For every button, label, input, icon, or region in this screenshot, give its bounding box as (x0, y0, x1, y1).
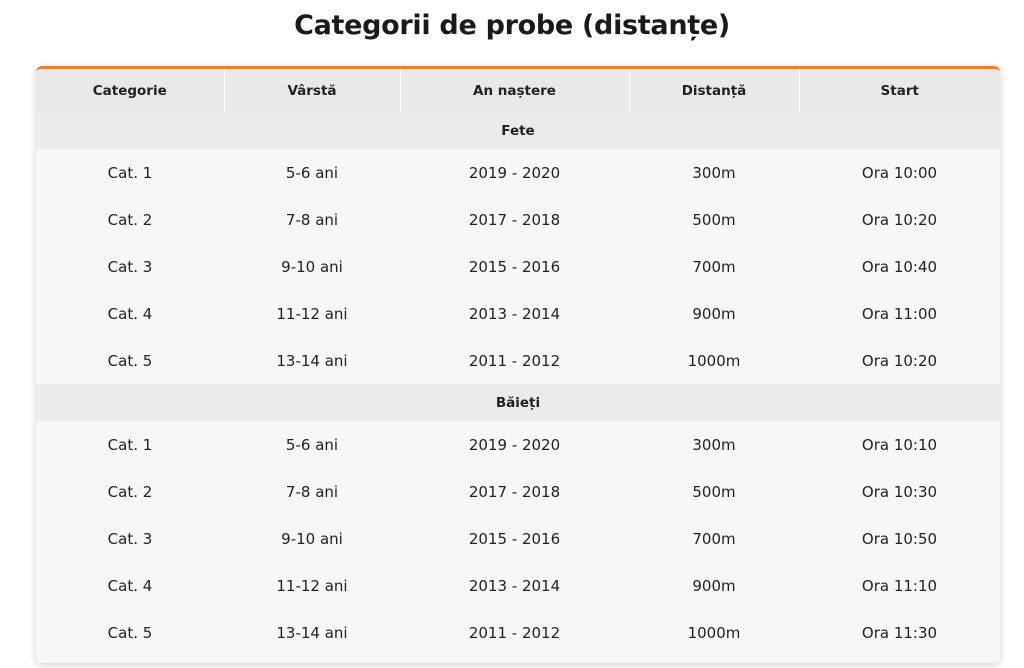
cell-categorie: Cat. 3 (36, 515, 224, 562)
cell-an-nastere: 2017 - 2018 (400, 468, 629, 515)
categories-table (36, 69, 1000, 656)
cell-distanta: 1000m (629, 609, 799, 656)
cell-varsta: 5-6 ani (224, 421, 400, 468)
cell-categorie: Cat. 4 (36, 290, 224, 337)
cell-an-nastere: 2017 - 2018 (400, 196, 629, 243)
table-row (36, 515, 1000, 562)
cell-varsta: 13-14 ani (224, 609, 400, 656)
table-row (36, 149, 1000, 196)
cell-varsta: 13-14 ani (224, 337, 400, 384)
table-row (36, 243, 1000, 290)
cell-categorie: Cat. 1 (36, 149, 224, 196)
group-label: Fete (36, 112, 1000, 149)
cell-start: Ora 10:40 (799, 243, 1000, 290)
cell-distanta: 700m (629, 515, 799, 562)
cell-varsta: 7-8 ani (224, 196, 400, 243)
cell-categorie: Cat. 5 (36, 609, 224, 656)
column-header-start: Start (799, 69, 1000, 112)
group-row (36, 112, 1000, 149)
cell-categorie: Cat. 3 (36, 243, 224, 290)
cell-distanta: 300m (629, 421, 799, 468)
cell-an-nastere: 2013 - 2014 (400, 290, 629, 337)
page-title: Categorii de probe (distanțe) (294, 10, 730, 41)
cell-varsta: 7-8 ani (224, 468, 400, 515)
cell-varsta: 9-10 ani (224, 243, 400, 290)
table-row (36, 562, 1000, 609)
cell-distanta: 300m (629, 149, 799, 196)
cell-start: Ora 10:20 (799, 337, 1000, 384)
cell-distanta: 500m (629, 468, 799, 515)
group-label: Băieți (36, 384, 1000, 421)
cell-distanta: 500m (629, 196, 799, 243)
table-row (36, 337, 1000, 384)
cell-start: Ora 11:00 (799, 290, 1000, 337)
cell-start: Ora 10:30 (799, 468, 1000, 515)
table-row (36, 421, 1000, 468)
cell-distanta: 900m (629, 562, 799, 609)
cell-varsta: 11-12 ani (224, 562, 400, 609)
group-row (36, 384, 1000, 421)
cell-categorie: Cat. 2 (36, 468, 224, 515)
cell-start: Ora 10:20 (799, 196, 1000, 243)
cell-categorie: Cat. 5 (36, 337, 224, 384)
cell-an-nastere: 2019 - 2020 (400, 421, 629, 468)
cell-varsta: 11-12 ani (224, 290, 400, 337)
cell-varsta: 5-6 ani (224, 149, 400, 196)
table-row (36, 468, 1000, 515)
cell-distanta: 700m (629, 243, 799, 290)
column-header-varsta: Vârstă (224, 69, 400, 112)
cell-an-nastere: 2013 - 2014 (400, 562, 629, 609)
table-row (36, 290, 1000, 337)
column-header-an-nastere: An naștere (400, 69, 629, 112)
cell-an-nastere: 2015 - 2016 (400, 243, 629, 290)
cell-an-nastere: 2011 - 2012 (400, 337, 629, 384)
cell-start: Ora 10:10 (799, 421, 1000, 468)
table-body (36, 112, 1000, 656)
cell-distanta: 900m (629, 290, 799, 337)
cell-start: Ora 10:00 (799, 149, 1000, 196)
table-row (36, 196, 1000, 243)
cell-start: Ora 11:10 (799, 562, 1000, 609)
cell-an-nastere: 2019 - 2020 (400, 149, 629, 196)
cell-an-nastere: 2011 - 2012 (400, 609, 629, 656)
cell-start: Ora 11:30 (799, 609, 1000, 656)
cell-an-nastere: 2015 - 2016 (400, 515, 629, 562)
cell-distanta: 1000m (629, 337, 799, 384)
cell-categorie: Cat. 4 (36, 562, 224, 609)
cell-start: Ora 10:50 (799, 515, 1000, 562)
column-header-distanta: Distanță (629, 69, 799, 112)
categories-table-card (36, 66, 1000, 663)
cell-categorie: Cat. 1 (36, 421, 224, 468)
table-row (36, 609, 1000, 656)
column-header-categorie: Categorie (36, 69, 224, 112)
table-header-row (36, 69, 1000, 112)
cell-categorie: Cat. 2 (36, 196, 224, 243)
cell-varsta: 9-10 ani (224, 515, 400, 562)
